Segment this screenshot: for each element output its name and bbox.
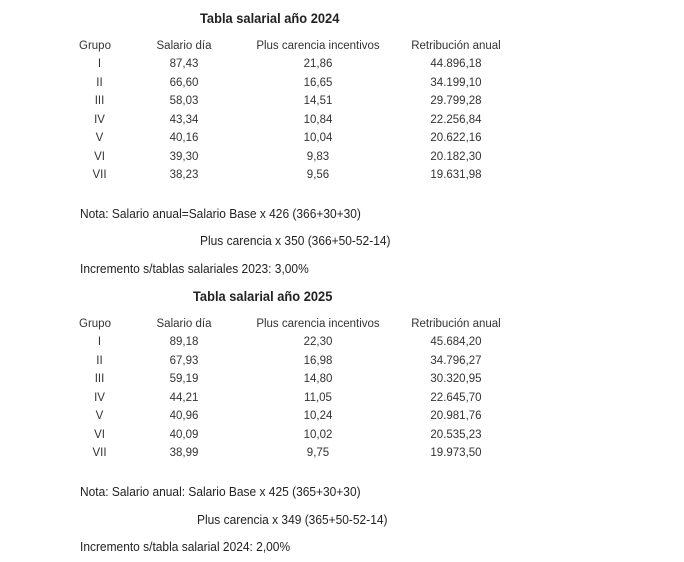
table-title: Tabla salarial año 2024 xyxy=(200,10,340,26)
table-row xyxy=(70,148,515,167)
column-header-salario-dia: Salario día xyxy=(156,318,212,330)
cell-plus-carencia: 14,51 xyxy=(303,95,333,108)
cell-retribucion-anual: 20.622,16 xyxy=(430,132,482,145)
cell-grupo: IV xyxy=(94,113,105,126)
cell-salario-dia: 89,18 xyxy=(169,336,199,349)
cell-salario-dia: 67,93 xyxy=(169,354,199,367)
table-row xyxy=(70,426,515,445)
cell-grupo: V xyxy=(95,410,104,423)
cell-plus-carencia: 22,30 xyxy=(303,336,333,349)
cell-plus-carencia: 10,04 xyxy=(303,132,333,145)
cell-plus-carencia: 14,80 xyxy=(303,373,333,386)
cell-plus-carencia: 11,05 xyxy=(304,391,332,404)
cell-retribucion-anual: 34.796,27 xyxy=(430,354,482,367)
cell-grupo: IV xyxy=(94,391,105,404)
table-row xyxy=(70,166,515,185)
cell-grupo: I xyxy=(97,58,102,71)
cell-retribucion-anual: 30.320,95 xyxy=(430,373,482,386)
cell-salario-dia: 44,21 xyxy=(169,391,199,404)
cell-retribucion-anual: 22.256,84 xyxy=(430,113,482,126)
cell-salario-dia: 40,96 xyxy=(169,410,199,423)
table-row xyxy=(70,129,515,148)
cell-grupo: III xyxy=(94,95,105,108)
table-header-row xyxy=(70,37,515,55)
cell-grupo: V xyxy=(95,132,104,145)
table-row xyxy=(70,352,515,371)
cell-salario-dia: 40,09 xyxy=(169,428,199,441)
note-salario-anual: Nota: Salario anual: Salario Base x 425 (365+30+30) xyxy=(80,484,361,499)
cell-salario-dia: 43,34 xyxy=(169,113,199,126)
column-header-retribucion-anual: Retribución anual xyxy=(411,40,501,52)
salary-table xyxy=(70,315,515,463)
cell-grupo: I xyxy=(97,336,102,349)
cell-salario-dia: 38,99 xyxy=(169,447,199,460)
cell-plus-carencia: 21,86 xyxy=(303,58,333,71)
cell-salario-dia: 58,03 xyxy=(169,95,199,108)
salary-table xyxy=(70,37,515,185)
table-row xyxy=(70,55,515,74)
table-title: Tabla salarial año 2025 xyxy=(193,288,333,304)
cell-salario-dia: 66,60 xyxy=(169,76,199,89)
cell-salario-dia: 39,30 xyxy=(169,150,199,163)
cell-plus-carencia: 9,75 xyxy=(306,447,330,460)
cell-grupo: II xyxy=(96,354,103,367)
cell-salario-dia: 87,43 xyxy=(169,58,199,71)
table-header-row xyxy=(70,315,515,333)
cell-plus-carencia: 9,56 xyxy=(306,169,330,182)
cell-retribucion-anual: 20.535,23 xyxy=(430,428,482,441)
cell-retribucion-anual: 19.631,98 xyxy=(430,169,482,182)
column-header-salario-dia: Salario día xyxy=(156,40,212,52)
column-header-grupo: Grupo xyxy=(79,40,111,52)
cell-plus-carencia: 10,84 xyxy=(303,113,333,126)
cell-grupo: VI xyxy=(94,428,105,441)
cell-retribucion-anual: 22.645,70 xyxy=(430,391,482,404)
cell-grupo: VII xyxy=(92,447,107,460)
table-row xyxy=(70,111,515,130)
column-header-grupo: Grupo xyxy=(79,318,111,330)
note-plus-carencia: Plus carencia x 350 (366+50-52-14) xyxy=(200,233,391,248)
cell-grupo: III xyxy=(94,373,105,386)
table-row xyxy=(70,407,515,426)
cell-plus-carencia: 16,98 xyxy=(303,354,333,367)
table-row xyxy=(70,74,515,93)
cell-plus-carencia: 10,24 xyxy=(303,410,333,423)
cell-retribucion-anual: 34.199,10 xyxy=(430,76,482,89)
note-salario-anual: Nota: Salario anual=Salario Base x 426 (366+30+30) xyxy=(80,206,361,221)
cell-salario-dia: 40,16 xyxy=(169,132,199,145)
column-header-plus-carencia: Plus carencia incentivos xyxy=(256,40,380,52)
table-row xyxy=(70,92,515,111)
column-header-retribucion-anual: Retribución anual xyxy=(411,318,501,330)
cell-plus-carencia: 9,83 xyxy=(306,150,330,163)
cell-retribucion-anual: 20.981,76 xyxy=(430,410,482,423)
table-row xyxy=(70,333,515,352)
cell-retribucion-anual: 44.896,18 xyxy=(430,58,482,71)
cell-plus-carencia: 16,65 xyxy=(303,76,333,89)
cell-salario-dia: 38,23 xyxy=(169,169,199,182)
cell-plus-carencia: 10,02 xyxy=(303,428,333,441)
cell-grupo: VII xyxy=(92,169,107,182)
cell-grupo: II xyxy=(96,76,103,89)
cell-retribucion-anual: 29.799,28 xyxy=(430,95,482,108)
cell-retribucion-anual: 19.973,50 xyxy=(430,447,482,460)
table-row xyxy=(70,370,515,389)
cell-salario-dia: 59,19 xyxy=(169,373,199,386)
note-plus-carencia: Plus carencia x 349 (365+50-52-14) xyxy=(197,512,388,527)
note-incremento: Incremento s/tabla salarial 2024: 2,00% xyxy=(80,539,291,554)
cell-retribucion-anual: 20.182,30 xyxy=(430,150,482,163)
table-row xyxy=(70,389,515,408)
column-header-plus-carencia: Plus carencia incentivos xyxy=(256,318,380,330)
cell-grupo: VI xyxy=(94,150,105,163)
note-incremento: Incremento s/tablas salariales 2023: 3,00% xyxy=(80,261,309,276)
cell-retribucion-anual: 45.684,20 xyxy=(430,336,482,349)
table-row xyxy=(70,444,515,463)
